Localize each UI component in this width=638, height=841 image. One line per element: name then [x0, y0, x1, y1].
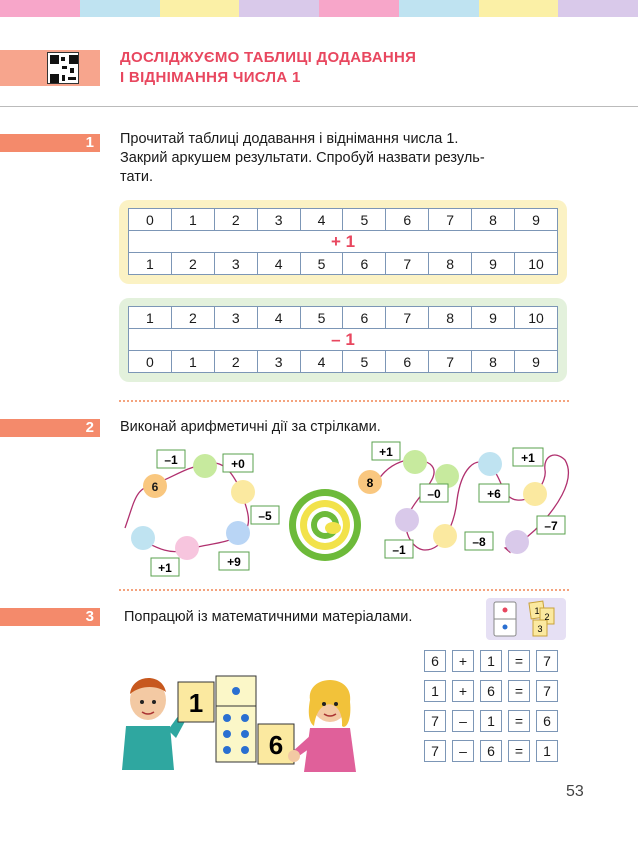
table-cell: 7	[386, 307, 429, 329]
math-materials-icon	[486, 598, 566, 640]
table-cell: 9	[472, 307, 515, 329]
table-cell: 3	[214, 307, 257, 329]
strip-segment	[80, 0, 160, 17]
equation-row	[424, 650, 564, 672]
table-cell: 3	[214, 253, 257, 275]
task-number-badge: 2	[0, 419, 100, 437]
equation-cell: 1	[424, 680, 446, 702]
equation-row	[424, 710, 564, 732]
task-number-badge: 3	[0, 608, 100, 626]
subtraction-top-row	[129, 307, 558, 329]
title-line-2: І ВІДНІМАННЯ ЧИСЛА 1	[120, 69, 301, 86]
table-cell: 5	[343, 351, 386, 373]
equation-cell: 1	[480, 650, 502, 672]
table-cell: 5	[300, 253, 343, 275]
equation-cell: =	[508, 650, 530, 672]
strip-segment	[479, 0, 559, 17]
snake-illustration	[289, 489, 361, 561]
op-label: –7	[544, 519, 558, 533]
strip-segment	[399, 0, 479, 17]
table-cell: 2	[214, 351, 257, 373]
table-cell: 2	[214, 209, 257, 231]
table-cell: 6	[343, 253, 386, 275]
table-cell: 1	[171, 351, 214, 373]
op-label: +0	[231, 457, 245, 471]
op-label: –1	[392, 543, 406, 557]
subtraction-table	[128, 306, 558, 373]
page-number: 53	[566, 783, 584, 800]
equation-cell: +	[452, 650, 474, 672]
number-card-right-value: 6	[268, 730, 284, 760]
equation-cell: 1	[480, 710, 502, 732]
table-cell: 10	[515, 253, 558, 275]
equation-cell: 7	[536, 650, 558, 672]
answer-circle[interactable]	[226, 521, 250, 545]
table-cell: 8	[429, 307, 472, 329]
table-cell: 6	[386, 351, 429, 373]
addition-table	[128, 208, 558, 275]
answer-circle[interactable]	[433, 524, 457, 548]
task1-text-line: Прочитай таблиці додавання і віднімання числа 1.	[120, 131, 459, 147]
title-line-1: ДОСЛІДЖУЄМО ТАБЛИЦІ ДОДАВАННЯ	[120, 49, 417, 66]
op-label: –8	[472, 535, 486, 549]
answer-circle[interactable]	[395, 508, 419, 532]
task1-text-line: Закрий аркушем результати. Спробуй назвати резуль-	[120, 150, 485, 166]
equation-row	[424, 740, 564, 762]
table-cell: 9	[472, 253, 515, 275]
table-cell: 7	[429, 351, 472, 373]
strip-segment	[319, 0, 399, 17]
equation-cell: 6	[480, 740, 502, 762]
minus-one-label: – 1	[129, 329, 558, 351]
equation-cell: 7	[536, 680, 558, 702]
op-label: +1	[379, 445, 393, 459]
addition-operation-row	[129, 231, 558, 253]
answer-circle[interactable]	[505, 530, 529, 554]
equation-cell: 7	[424, 740, 446, 762]
op-label: +1	[521, 451, 535, 465]
task-number-badge: 1	[0, 134, 100, 152]
op-label: +9	[227, 555, 241, 569]
answer-circle[interactable]	[478, 452, 502, 476]
op-label: –0	[427, 487, 441, 501]
equation-row	[424, 680, 564, 702]
equation-cell: 6	[536, 710, 558, 732]
equation-cell: 6	[424, 650, 446, 672]
domino	[216, 676, 256, 762]
equation-cell: =	[508, 680, 530, 702]
strip-segment	[239, 0, 319, 17]
equation-cell: +	[452, 680, 474, 702]
task1-text-line: тати.	[120, 169, 153, 185]
table-cell: 0	[129, 351, 172, 373]
table-cell: 4	[257, 253, 300, 275]
table-cell: 1	[129, 253, 172, 275]
table-cell: 8	[472, 209, 515, 231]
table-cell: 2	[171, 307, 214, 329]
addition-top-row	[129, 209, 558, 231]
answer-circle[interactable]	[193, 454, 217, 478]
title-divider	[0, 106, 638, 107]
strip-segment	[0, 0, 80, 17]
answer-circle[interactable]	[231, 480, 255, 504]
table-cell: 0	[129, 209, 172, 231]
table-cell: 5	[300, 307, 343, 329]
number-card-left-value: 1	[188, 688, 204, 718]
table-cell: 7	[386, 253, 429, 275]
table-cell: 2	[171, 253, 214, 275]
addition-table-box	[119, 200, 567, 284]
section-divider	[119, 589, 569, 591]
page-title	[120, 48, 416, 88]
icon-card-label: 2	[544, 612, 550, 622]
table-cell: 1	[171, 209, 214, 231]
children-illustration	[118, 660, 358, 780]
top-color-strip	[0, 0, 638, 17]
table-cell: 4	[257, 307, 300, 329]
answer-circle[interactable]	[403, 450, 427, 474]
equation-cell: 7	[424, 710, 446, 732]
table-cell: 5	[343, 209, 386, 231]
plus-one-label: + 1	[129, 231, 558, 253]
table-cell: 6	[386, 209, 429, 231]
equation-cell: =	[508, 710, 530, 732]
equation-cell: 1	[536, 740, 558, 762]
subtraction-table-box	[119, 298, 567, 382]
op-label: –5	[258, 509, 272, 523]
arrow-chains-illustration	[115, 440, 575, 580]
strip-segment	[160, 0, 240, 17]
icon-card-label: 1	[534, 606, 540, 616]
right-chain-start: 8	[366, 476, 374, 490]
table-cell: 3	[257, 351, 300, 373]
table-cell: 9	[515, 351, 558, 373]
equation-cell: =	[508, 740, 530, 762]
girl-figure	[288, 680, 356, 772]
subtraction-operation-row	[129, 329, 558, 351]
addition-bottom-row	[129, 253, 558, 275]
op-label: +6	[487, 487, 501, 501]
table-cell: 8	[429, 253, 472, 275]
op-label: +1	[158, 561, 172, 575]
table-cell: 7	[429, 209, 472, 231]
equations-grid	[424, 650, 564, 770]
strip-segment	[558, 0, 638, 17]
table-cell: 1	[129, 307, 172, 329]
table-cell: 4	[300, 209, 343, 231]
task1-instructions	[120, 130, 570, 187]
op-label: –1	[164, 453, 178, 467]
qr-code-icon[interactable]	[47, 52, 79, 84]
equation-cell: –	[452, 710, 474, 732]
table-cell: 9	[515, 209, 558, 231]
equation-cell: –	[452, 740, 474, 762]
icon-card-label: 3	[537, 624, 543, 634]
table-cell: 6	[343, 307, 386, 329]
subtraction-bottom-row	[129, 351, 558, 373]
section-divider	[119, 400, 569, 402]
table-cell: 3	[257, 209, 300, 231]
left-chain-start: 6	[151, 480, 159, 494]
table-cell: 4	[300, 351, 343, 373]
table-cell: 8	[472, 351, 515, 373]
equation-cell: 6	[480, 680, 502, 702]
task2-instructions: Виконай арифметичні дії за стрілками.	[120, 419, 381, 435]
answer-circle[interactable]	[131, 526, 155, 550]
table-cell: 10	[515, 307, 558, 329]
answer-circle[interactable]	[175, 536, 199, 560]
answer-circle[interactable]	[523, 482, 547, 506]
task3-instructions: Попрацюй із математичними матеріалами.	[124, 609, 413, 625]
